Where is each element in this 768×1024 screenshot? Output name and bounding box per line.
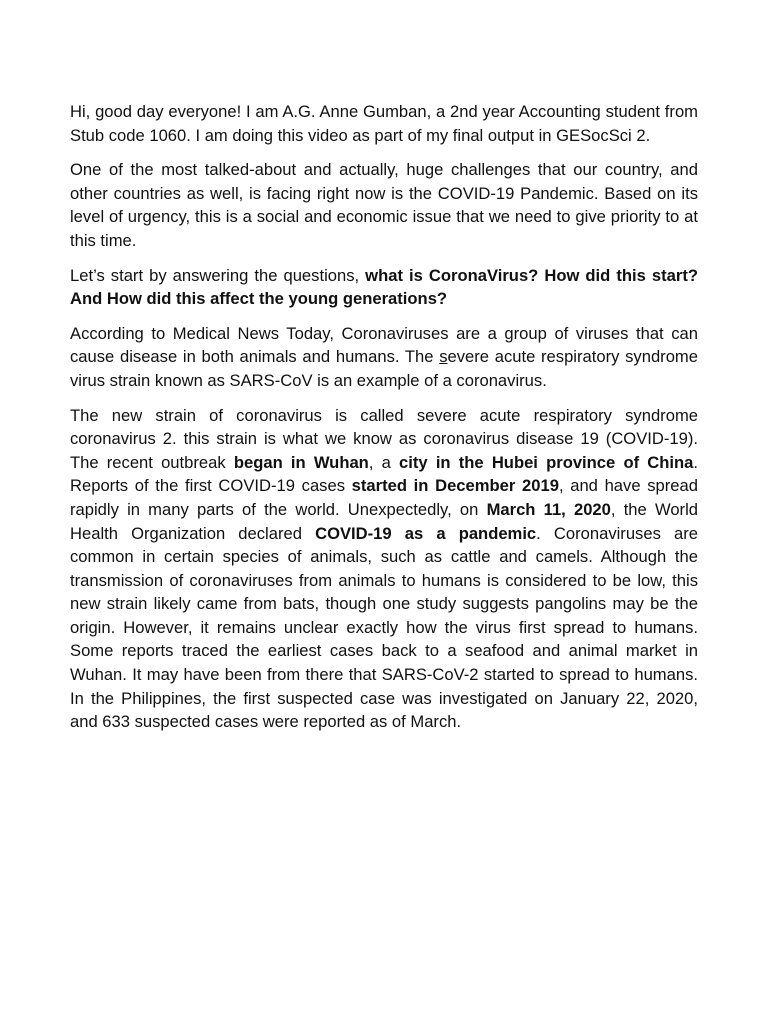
strain-text-3: . Reports of the first COVID-19 cases	[70, 452, 699, 496]
definition-text-2: evere acute respiratory syndrome virus strain known as SARS-CoV is an example of a coronavirus.	[70, 347, 698, 390]
strain-text-5: , the World Health Organization declared	[70, 499, 698, 543]
questions-bold-text: what is CoronaVirus? How did this start? And How did this affect the young generations?	[70, 265, 698, 309]
pandemic-bold: COVID-19 as a pandemic	[315, 523, 537, 543]
challenge-text: One of the most talked-about and actually, huge challenges that our country, and other countries as well, is facing right now is the COVID-19 Pandemic. Based on its level of urgency, this is a social and economic issue that we need to give priority to at this time.	[70, 160, 698, 250]
definition-text-1: According to Medical News Today, Coronaviruses are a group of viruses that can cause disease in both animals and humans. The	[70, 323, 698, 367]
strain-text-4: , and have spread rapidly in many parts of the world. Unexpectedly, on	[70, 476, 698, 519]
intro-text: Hi, good day everyone! I am A.G. Anne Gumban, a 2nd year Accounting student from Stub code 1060. I am doing this video as part of my final output in GESocSci 2.	[70, 102, 698, 145]
covid-challenge-paragraph	[70, 158, 698, 252]
questions-paragraph	[70, 264, 698, 311]
december-bold: started in December 2019	[351, 476, 559, 496]
new-strain-paragraph	[70, 404, 698, 734]
strain-text-6: . Coronaviruses are common in certain species of animals, such as cattle and camels. Although the transmission of coronaviruses from animals to humans is considered to be low, this new strain likely came from bats, though one study suggests pangolins may be the origin. However, it remains unclear exactly how the virus first spread to humans. Some reports traced the earliest cases back to a seafood and animal market in Wuhan. It may have been from there that SARS-CoV-2 started to spread to humans. In the Philippines, the first suspected case was investigated on January 22, 2020, and 633 suspected cases were reported as of March.	[70, 523, 698, 732]
hubei-bold: city in the Hubei province of China	[399, 452, 694, 472]
document-page	[70, 100, 698, 745]
intro-paragraph	[70, 100, 698, 147]
questions-lead-text: Let’s start by answering the questions,	[70, 265, 366, 285]
underlined-letter: s	[439, 347, 448, 367]
wuhan-bold: began in Wuhan	[233, 452, 369, 472]
coronavirus-definition-paragraph	[70, 322, 698, 393]
strain-text-1: The new strain of coronavirus is called severe acute respiratory syndrome coronavirus 2. this strain is what we know as coronavirus disease 19 (COVID-19). The recent outbreak	[70, 405, 698, 472]
march-date-bold: March 11, 2020	[486, 499, 611, 519]
strain-text-2: , a	[368, 452, 400, 472]
